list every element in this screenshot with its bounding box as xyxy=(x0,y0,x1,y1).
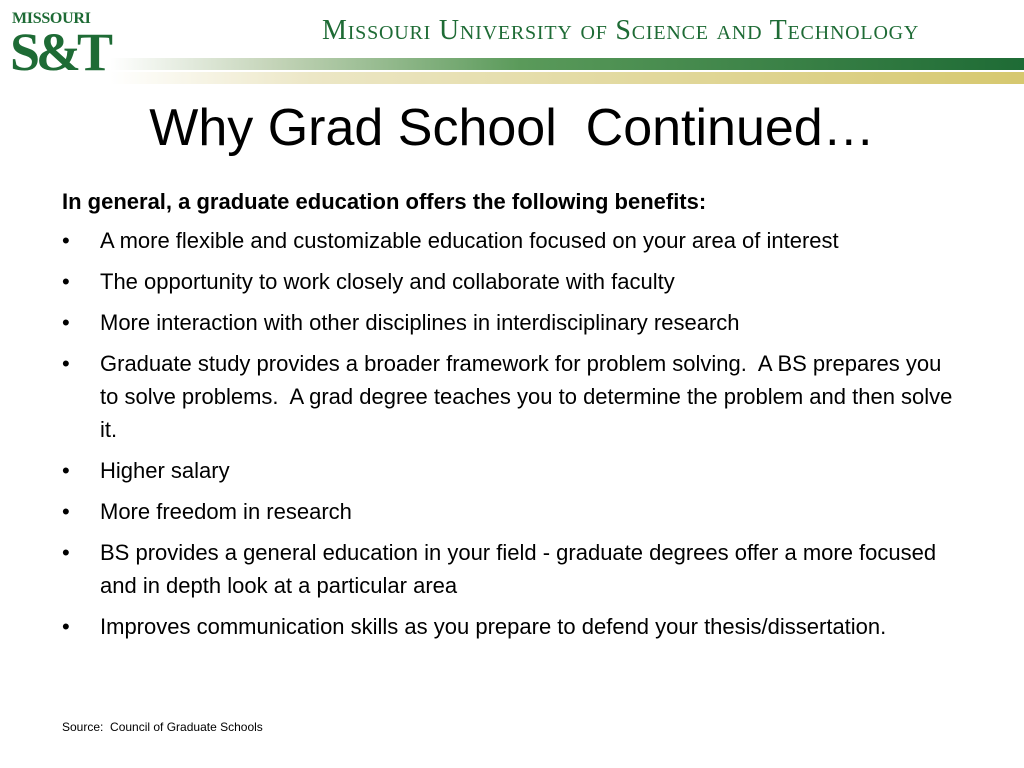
list-item-text: More interaction with other disciplines in interdisciplinary research xyxy=(100,310,740,335)
list-item xyxy=(62,536,962,602)
bullet-icon: • xyxy=(62,351,70,376)
list-item xyxy=(62,265,962,298)
list-item-text: More freedom in research xyxy=(100,499,352,524)
list-item-text: Improves communication skills as you prepare to defend your thesis/dissertation. xyxy=(100,614,887,639)
header-gold-band xyxy=(110,72,1024,84)
bullet-icon: • xyxy=(62,310,70,335)
university-name: Missouri University of Science and Technology xyxy=(322,15,920,46)
list-item-text: The opportunity to work closely and collaborate with faculty xyxy=(100,269,675,294)
list-item xyxy=(62,610,962,643)
bullet-icon: • xyxy=(62,228,70,253)
list-item-text: Graduate study provides a broader framework for problem solving. A BS prepares you to solve problems. A grad degree teaches you to determine the problem and then solve it. xyxy=(100,351,959,442)
bullet-icon: • xyxy=(62,269,70,294)
list-item xyxy=(62,347,962,446)
list-item xyxy=(62,306,962,339)
list-item-text: A more flexible and customizable education focused on your area of interest xyxy=(100,228,839,253)
bullet-icon: • xyxy=(62,499,70,524)
bullet-icon: • xyxy=(62,540,70,565)
slide-header xyxy=(0,0,1024,90)
benefits-list xyxy=(62,224,962,643)
list-item-text: BS provides a general education in your field - graduate degrees offer a more focused and in depth look at a particular area xyxy=(100,540,943,598)
list-item xyxy=(62,454,962,487)
list-item-text: Higher salary xyxy=(100,458,230,483)
list-item xyxy=(62,224,962,257)
list-item xyxy=(62,495,962,528)
source-note: Source: Council of Graduate Schools xyxy=(62,720,263,734)
intro-text: In general, a graduate education offers the following benefits: xyxy=(62,189,707,214)
slide-title: Why Grad School Continued… xyxy=(149,99,875,157)
logo-top-text: MISSOURI xyxy=(12,10,91,27)
missouri-st-logo xyxy=(10,8,110,86)
logo-main-text: S&T xyxy=(10,22,110,82)
bullet-icon: • xyxy=(62,614,70,639)
bullet-icon: • xyxy=(62,458,70,483)
header-green-band xyxy=(110,58,1024,70)
slide-body xyxy=(62,186,962,651)
